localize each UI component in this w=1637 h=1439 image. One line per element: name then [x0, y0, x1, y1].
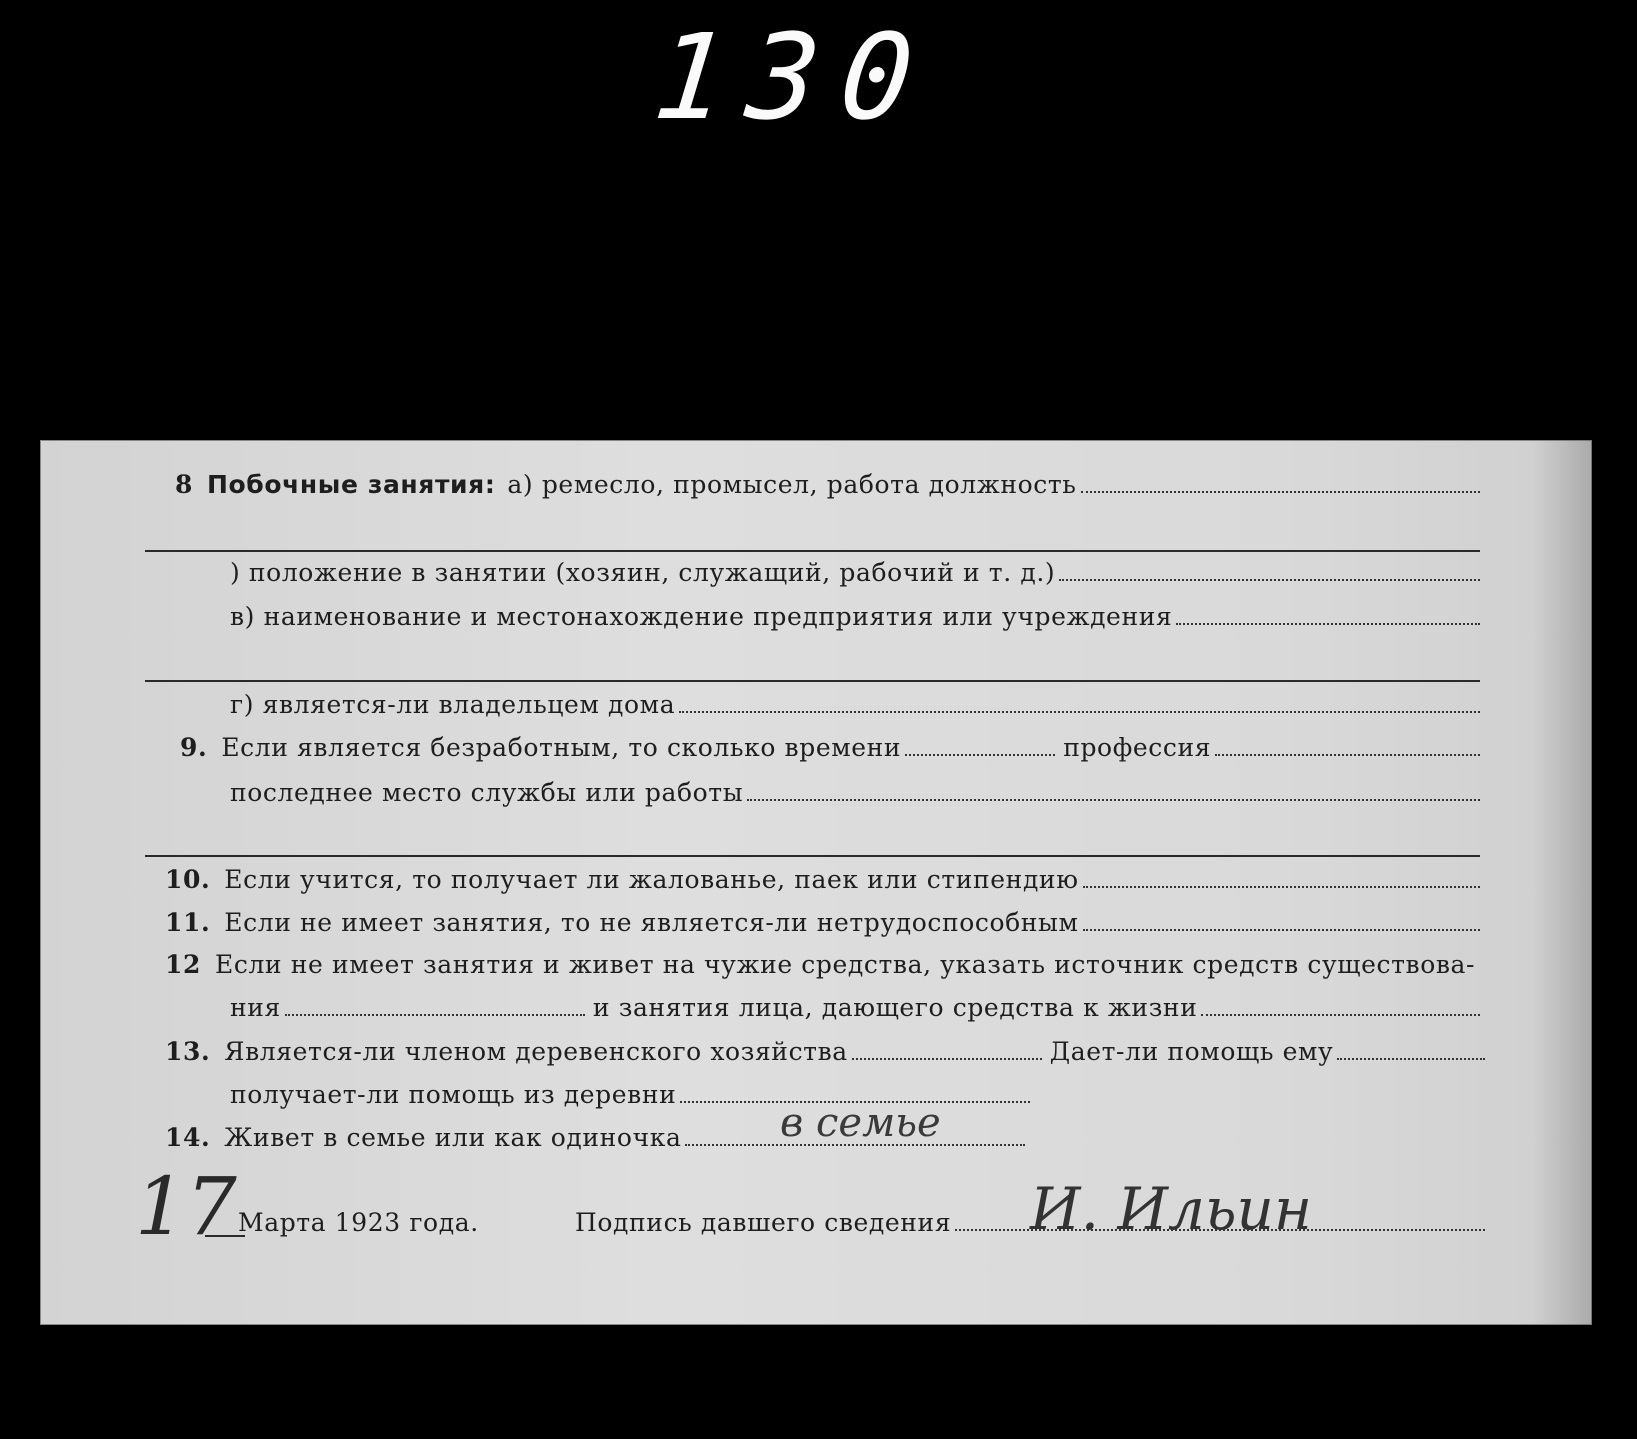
q8v-continuation-rule — [145, 680, 1480, 682]
q8v-text: в) наименование и местонахождение предприятия или учреждения — [230, 602, 1173, 631]
footer-date-text: Марта 1923 года. — [238, 1208, 479, 1237]
card-fold-shadow — [1532, 440, 1592, 1325]
q14-handwritten-answer: в семье — [780, 1100, 941, 1146]
q8b-fill-line — [1059, 578, 1480, 581]
q9-profession-fill-line — [1215, 753, 1480, 756]
q9-number: 9. — [180, 733, 208, 762]
handwritten-signature: И. Ильин — [1030, 1175, 1313, 1243]
q8-line-a — [175, 470, 1480, 499]
questionnaire-card — [40, 440, 1592, 1325]
q9-last-place-text: последнее место службы или работы — [230, 778, 744, 807]
q9-continuation-rule — [145, 855, 1480, 857]
q12-person-fill-line — [1201, 1013, 1480, 1016]
handwritten-day: 17 — [135, 1160, 237, 1253]
q8a-continuation-rule — [145, 550, 1480, 552]
q13-help-from-label: получает-ли помощь из деревни — [230, 1080, 677, 1109]
q11-text: Если не имеет занятия, то не является-ли нетрудоспособным — [224, 908, 1079, 937]
q8-label: Побочные занятия: — [207, 470, 496, 499]
q12-number: 12 — [165, 950, 201, 979]
q13-help-to-label: Дает-ли помощь ему — [1049, 1037, 1334, 1066]
q8g-fill-line — [679, 710, 1480, 713]
q8b-text: ) положение в занятии (хозяин, служащий, рабочий и т. д.) — [230, 558, 1056, 587]
q11-line — [165, 908, 1480, 937]
q9-last-place-fill-line — [747, 798, 1480, 801]
q8g-text: г) является-ли владельцем дома — [230, 690, 676, 719]
footer-date-line — [238, 1208, 538, 1237]
q10-text: Если учится, то получает ли жалованье, паек или стипендию — [224, 865, 1079, 894]
q13-member-fill-line — [852, 1057, 1042, 1060]
q9-text: Если является безработным, то сколько времени — [221, 733, 902, 762]
q14-number: 14. — [165, 1123, 211, 1152]
q8a-text: а) ремесло, промысел, работа должность — [507, 470, 1077, 499]
archive-sheet-number: 130 — [647, 8, 942, 146]
q9-time-fill-line — [905, 753, 1055, 756]
q8-line-g — [230, 690, 1480, 719]
q10-number: 10. — [165, 865, 211, 894]
q8a-fill-line — [1081, 490, 1481, 493]
q12-source-fill-line — [285, 1013, 585, 1016]
q13-number: 13. — [165, 1037, 211, 1066]
q12-line-cont — [230, 993, 1480, 1022]
q10-fill-line — [1083, 885, 1480, 888]
q9-line — [180, 733, 1480, 762]
q13-line — [165, 1037, 1485, 1066]
q10-line — [165, 865, 1480, 894]
q8-line-b — [230, 558, 1480, 587]
q12-text-cont2: и занятия лица, дающего средства к жизни — [592, 993, 1198, 1022]
q13-help-to-fill-line — [1337, 1057, 1485, 1060]
footer-signature-label: Подпись давшего сведения — [575, 1208, 952, 1237]
q12-text-cont: ния — [230, 993, 281, 1022]
q14-text: Живет в семье или как одиночка — [224, 1123, 682, 1152]
q8-number: 8 — [175, 470, 193, 499]
q9-line-last-place — [230, 778, 1480, 807]
q11-fill-line — [1083, 928, 1480, 931]
q12-line — [165, 950, 1485, 979]
q8v-fill-line — [1176, 622, 1480, 625]
q13-text: Является-ли членом деревенского хозяйства — [224, 1037, 848, 1066]
q12-text: Если не имеет занятия и живет на чужие средства, указать источник средств существова- — [215, 950, 1476, 979]
q11-number: 11. — [165, 908, 211, 937]
q9-profession-label: профессия — [1063, 733, 1212, 762]
q8-line-v — [230, 602, 1480, 631]
